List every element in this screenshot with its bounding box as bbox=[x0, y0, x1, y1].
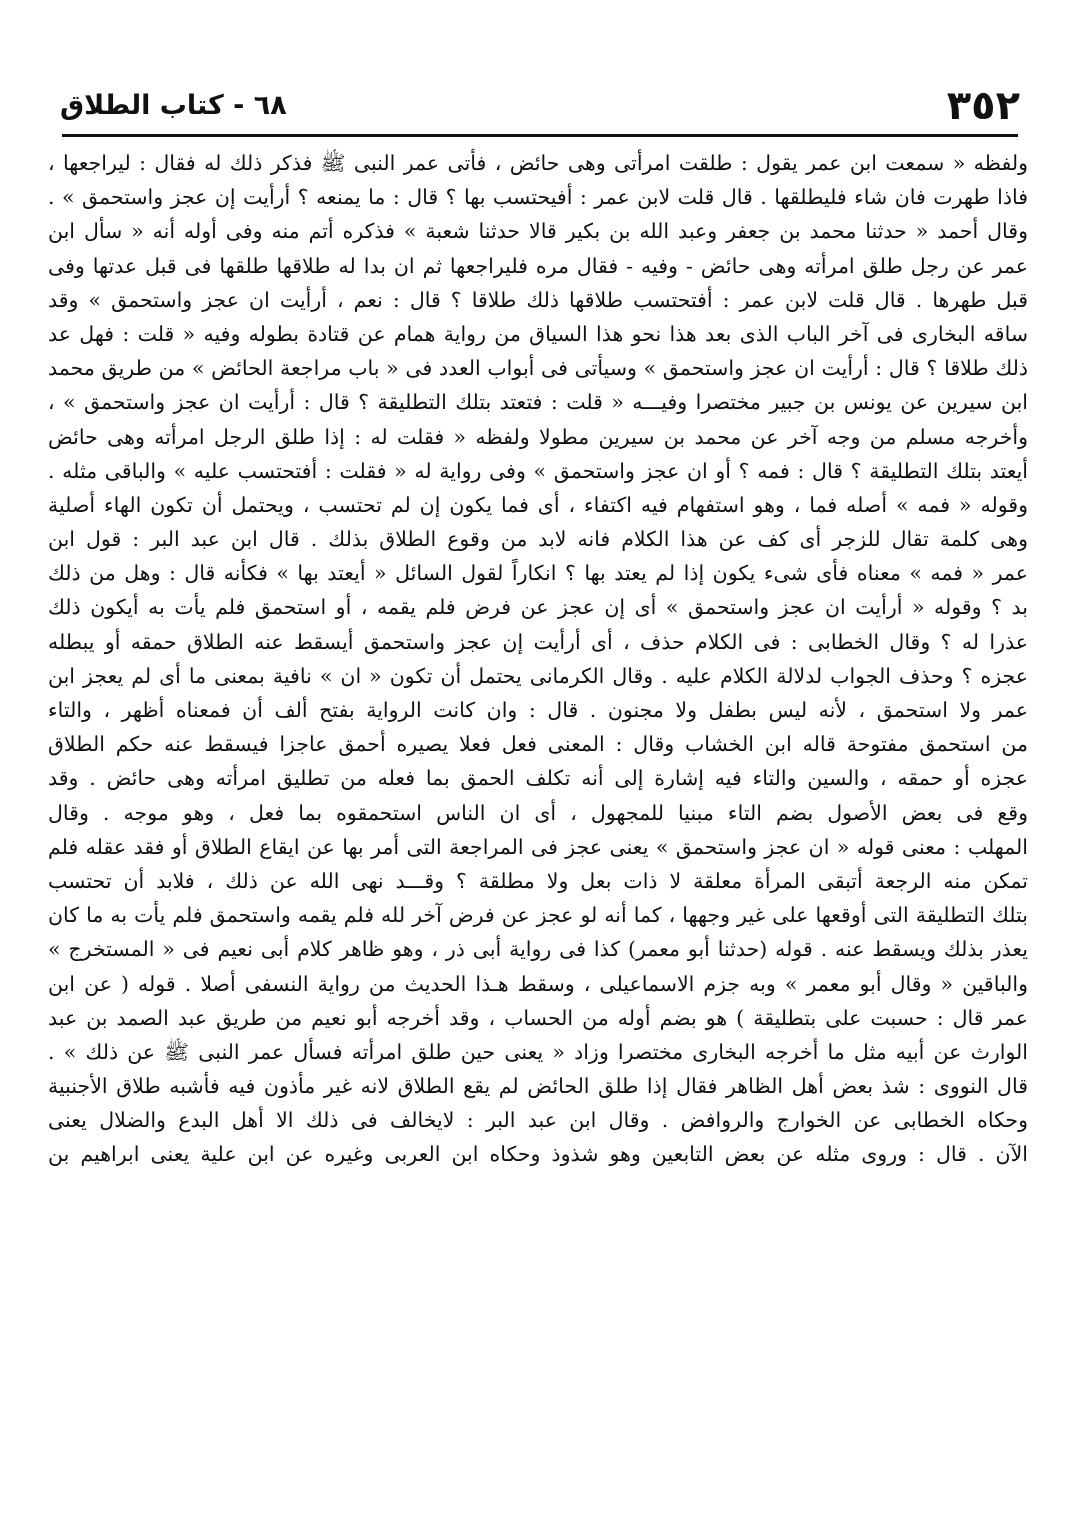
text-line: الوارث عن أبيه مثل ما أخرجه البخارى مختصرا وزاد « يعنى حين طلق امرأته فسأل عمر النبى ﷺ عن ذلك » . bbox=[48, 1039, 1028, 1064]
text-line: ساقه البخارى فى آخر الباب الذى بعد هذا نحو هذا السياق من رواية همام عن قتادة بطوله وفيه « قلت : فهل عد bbox=[48, 321, 1028, 346]
text-line: والباقين « وقال أبو معمر » وبه جزم الاسماعيلى ، وسقط هـذا الحديث من رواية النسفى أصلا . قوله ( عن ابن bbox=[48, 971, 1028, 996]
body-text bbox=[48, 146, 1028, 1172]
text-line: بد ؟ وقوله « أرأيت ان عجز واستحمق » أى إن عجز عن فرض فلم يقمه ، أو استحمق فلم يأت به أيكون ذلك bbox=[48, 595, 1028, 620]
text-line: من استحمق مفتوحة قاله ابن الخشاب وقال : المعنى فعل فعلا يصيره أحمق عاجزا فيسقط عنه حكم الطلاق bbox=[48, 732, 1028, 757]
page-header bbox=[60, 82, 1020, 130]
text-line: أيعتد بتلك التطليقة ؟ قال : فمه ؟ أو ان عجز واستحمق » وفى رواية له « فقلت : أفتحتسب عليه » والباقى مثله . bbox=[48, 458, 1028, 483]
text-line: وأخرجه مسلم من وجه آخر عن محمد بن سيرين مطولا ولفظه « فقلت له : إذا طلق الرجل امرأته وهى حائض bbox=[48, 424, 1028, 449]
text-line: الآن . قال : وروى مثله عن بعض التابعين وهو شذوذ وحكاه ابن العربى وغيره عن ابن علية يعنى ابراهيم بن bbox=[48, 1142, 1028, 1167]
running-title: ٦٨ - كتاب الطلاق bbox=[60, 90, 287, 121]
text-line: عجزه أو حمقه ، والسين والتاء فيه إشارة إلى أنه تكلف الحمق بما فعله من تطليق امرأته وهى حائض . وقد bbox=[48, 766, 1028, 791]
text-line: المهلب : معنى قوله « ان عجز واستحمق » يعنى عجز فى المراجعة التى أمر بها عن ايقاع الطلاق أو فقد عقله فلم bbox=[48, 834, 1028, 859]
text-line: ابن سيرين عن يونس بن جبير مختصرا وفيـــه « قلت : فتعتد بتلك التطليقة ؟ قال : أرأيت ان عجز واستحمق » ، bbox=[48, 390, 1028, 415]
text-line: ذلك طلاقا ؟ قال : أرأيت ان عجز واستحمق » وسيأتى فى أبواب العدد فى « باب مراجعة الحائض » من طريق محمد bbox=[48, 356, 1028, 381]
text-line: تمكن منه الرجعة أتبقى المرأة معلقة لا ذات بعل ولا مطلقة ؟ وقـــد نهى الله عن ذلك ، فلابد أن تحتسب bbox=[48, 868, 1028, 893]
text-line: وقال أحمد « حدثنا محمد بن جعفر وعبد الله بن بكير قالا حدثنا شعبة » فذكره أتم منه وفى أوله أنه « سأل ابن bbox=[48, 219, 1028, 244]
text-line: فاذا طهرت فان شاء فليطلقها . قال قلت لابن عمر : أفيحتسب بها ؟ قال : ما يمنعه ؟ أرأيت إن عجز واستحمق » . bbox=[48, 185, 1028, 210]
text-line: وهى كلمة تقال للزجر أى كف عن هذا الكلام فانه لابد من وقوع الطلاق بذلك . قال ابن عبد البر : قول ابن bbox=[48, 527, 1028, 552]
text-line: وقع فى بعض الأصول بضم التاء مبنيا للمجهول ، أى ان الناس استحمقوه بما فعل ، وهو موجه . وقال bbox=[48, 800, 1028, 825]
text-line: ولفظه « سمعت ابن عمر يقول : طلقت امرأتى وهى حائض ، فأتى عمر النبى ﷺ فذكر ذلك له فقال : ليراجعها ، bbox=[48, 151, 1028, 175]
text-line: بتلك التطليقة التى أوقعها على غير وجهها ، كما أنه لو عجز عن فرض آخر لله فلم يقمه واستحمق فلم يأت به ما كان bbox=[48, 903, 1028, 928]
page-number: ٣٥٢ bbox=[946, 83, 1020, 129]
text-line: قبل طهرها . قال قلت لابن عمر : أفتحتسب طلاقها ذلك طلاقا ؟ قال : نعم ، أرأيت ان عجز واستحمق » وقد bbox=[48, 287, 1028, 312]
header-rule bbox=[62, 134, 1018, 137]
text-line: قال النووى : شذ بعض أهل الظاهر فقال إذا طلق الحائض لم يقع الطلاق لانه غير مأذون فيه فأشبه طلاق الأجنبية bbox=[48, 1074, 1028, 1099]
text-line: عجزه ؟ وحذف الجواب لدلالة الكلام عليه . وقال الكرمانى يحتمل أن تكون « ان » نافية بمعنى ما أى لم يعجز ابن bbox=[48, 663, 1028, 688]
text-line: وقوله « فمه » أصله فما ، وهو استفهام فيه اكتفاء ، أى فما يكون إن لم تحتسب ، ويحتمل أن تكون الهاء أصلية bbox=[48, 492, 1028, 517]
text-line: عذرا له ؟ وقال الخطابى : فى الكلام حذف ، أى أرأيت إن عجز واستحمق أيسقط عنه الطلاق حمقه أو يبطله bbox=[48, 629, 1028, 654]
text-line: عمر عن رجل طلق امرأته وهى حائض - وفيه - فقال مره فليراجعها ثم ان بدا له طلاقها طلقها فى قبل عدتها وفى bbox=[48, 253, 1028, 278]
text-line: يعذر بذلك ويسقط عنه . قوله (حدثنا أبو معمر) كذا فى رواية أبى ذر ، وهو ظاهر كلام أبى نعيم فى « المستخرج » bbox=[48, 937, 1028, 962]
text-line: عمر « فمه » معناه فأى شىء يكون إذا لم يعتد بها ؟ انكاراً لقول السائل « أيعتد بها » فكأنه قال : وهل من ذلك bbox=[48, 561, 1028, 586]
text-line: عمر قال : حسبت على بتطليقة ) هو بضم أوله من الحساب ، وقد أخرجه أبو نعيم من طريق عبد الصمد بن عبد bbox=[48, 1005, 1028, 1030]
text-line: عمر ولا استحمق ، لأنه ليس بطفل ولا مجنون . قال : وان كانت الرواية بفتح ألف أن فمعناه أظهر ، والتاء bbox=[48, 698, 1028, 722]
text-line: وحكاه الخطابى عن الخوارج والروافض . وقال ابن عبد البر : لايخالف فى ذلك الا أهل البدع والضلال يعنى bbox=[48, 1108, 1028, 1133]
